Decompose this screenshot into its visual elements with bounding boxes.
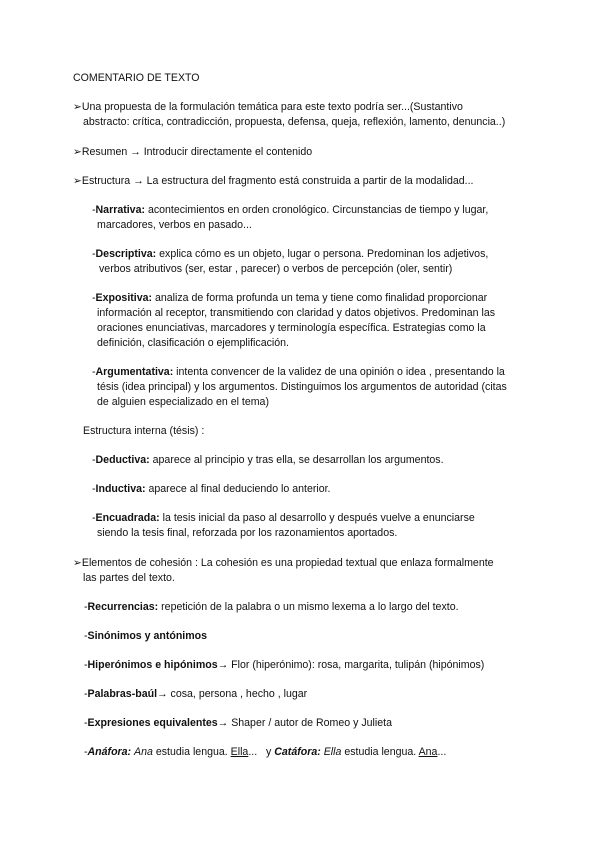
argumentativa-line-1: -Argumentativa: intenta convencer de la validez de una opinión o idea , presentando la <box>92 366 505 378</box>
encuadrada-line-2: siendo la tesis final, reforzada por los razonamientos aportados. <box>97 527 398 539</box>
bullet-arrow-icon: ➢ <box>73 101 82 113</box>
propuesta-line-1: ➢Una propuesta de la formulación temática para este texto podría ser...(Sustantivo <box>73 101 463 113</box>
expositiva-label: Expositiva: <box>95 292 153 304</box>
hiperonimos-label: Hiperónimos e hipónimos <box>87 659 218 671</box>
page-title: COMENTARIO DE TEXTO <box>73 72 200 84</box>
equivalentes-label: Expresiones equivalentes <box>87 717 218 729</box>
narrativa-label: Narrativa: <box>95 204 145 216</box>
propuesta-line-2: abstracto: crítica, contradicción, propuesta, defensa, queja, reflexión, lamento, denuncia..) <box>83 116 506 128</box>
encuadrada-line-1: -Encuadrada: la tesis inicial da paso al desarrollo y después vuelve a enunciarse <box>92 512 475 524</box>
narrativa-line-2: marcadores, verbos en pasado... <box>97 219 252 231</box>
argumentativa-line-2: tésis (idea principal) y los argumentos. Distinguimos los argumentos de autoridad (citas <box>97 381 507 393</box>
descriptiva-line-1: -Descriptiva: explica cómo es un objeto, lugar o persona. Predominan los adjetivos, <box>92 248 489 260</box>
resumen-line: ➢Resumen → Introducir directamente el contenido <box>73 146 313 158</box>
expositiva-line-1: -Expositiva: analiza de forma profunda un tema y tiene como finalidad proporcionar <box>92 292 488 304</box>
narrativa-line-1: -Narrativa: acontecimientos en orden cronológico. Circunstancias de tiempo y lugar, <box>92 204 489 216</box>
estructura-line: ➢Estructura → La estructura del fragmento está construida a partir de la modalidad... <box>73 175 474 187</box>
palabras-baul-line: -Palabras-baúl→ cosa, persona , hecho , lugar <box>84 688 308 700</box>
recurrencias-line: -Recurrencias: repetición de la palabra o un mismo lexema a lo largo del texto. <box>84 601 459 613</box>
expositiva-line-4: definición, clasificación o ejemplificación. <box>97 337 289 349</box>
hiperonimos-line: -Hiperónimos e hipónimos→ Flor (hiperónimo): rosa, margarita, tulipán (hipónimos) <box>84 659 485 671</box>
deductiva-label: Deductiva: <box>95 454 150 466</box>
bullet-arrow-icon: ➢ <box>73 557 82 569</box>
descriptiva-line-2: verbos atributivos (ser, estar , parecer) o verbos de percepción (oler, sentir) <box>99 263 453 275</box>
bullet-arrow-icon: ➢ <box>73 146 82 158</box>
recurrencias-label: Recurrencias: <box>87 601 159 613</box>
anafora-catafora-line: -Anáfora: Ana estudia lengua. Ella... y Catáfora: Ella estudia lengua. Ana... <box>84 746 447 758</box>
deductiva-line: -Deductiva: aparece al principio y tras ella, se desarrollan los argumentos. <box>92 454 444 466</box>
anafora-label: Anáfora: <box>87 746 132 758</box>
equivalentes-line: -Expresiones equivalentes→ Shaper / autor de Romeo y Julieta <box>84 717 392 729</box>
palabras-baul-label: Palabras-baúl <box>87 688 158 700</box>
sinonimos-label: Sinónimos y antónimos <box>87 630 208 642</box>
argumentativa-label: Argumentativa: <box>95 366 174 378</box>
estructura-interna-title: Estructura interna (tésis) : <box>83 425 205 437</box>
descriptiva-label: Descriptiva: <box>95 248 157 260</box>
inductiva-label: Inductiva: <box>95 483 146 495</box>
bullet-arrow-icon: ➢ <box>73 175 82 187</box>
encuadrada-label: Encuadrada: <box>95 512 160 524</box>
argumentativa-line-3: de alguien especializado en el tema) <box>97 396 269 408</box>
catafora-label: Catáfora: <box>274 746 321 758</box>
cohesion-line-1: ➢Elementos de cohesión : La cohesión es una propiedad textual que enlaza formalmente <box>73 557 494 569</box>
expositiva-line-3: oraciones enunciativas, marcadores y terminología específica. Estrategias como la <box>97 322 486 334</box>
sinonimos-line: -Sinónimos y antónimos <box>84 630 208 642</box>
expositiva-line-2: información al receptor, transmitiendo con claridad y datos objetivos. Predominan las <box>97 307 496 319</box>
inductiva-line: -Inductiva: aparece al final deduciendo lo anterior. <box>92 483 331 495</box>
cohesion-line-2: las partes del texto. <box>83 572 175 584</box>
